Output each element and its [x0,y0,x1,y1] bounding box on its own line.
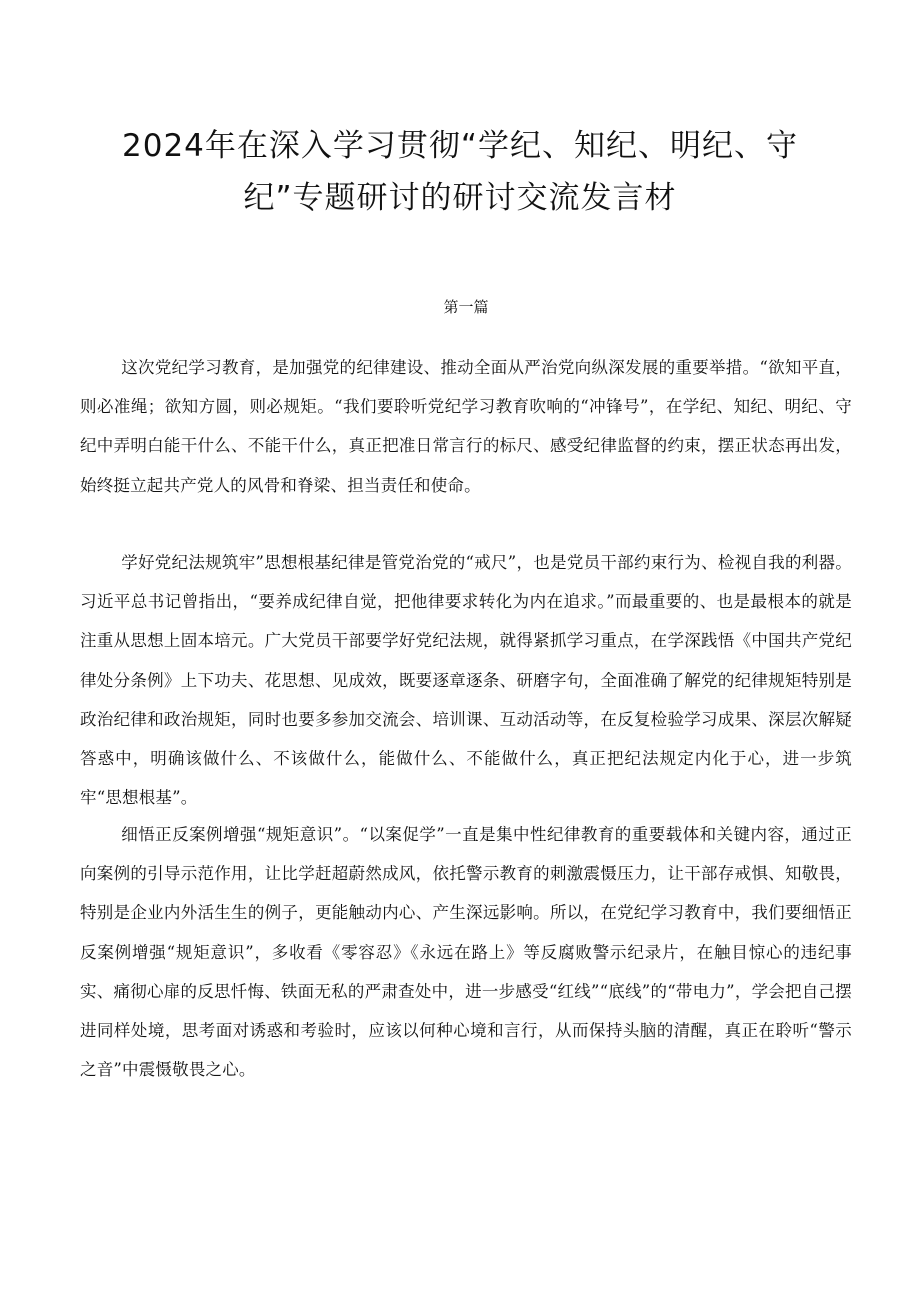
paragraph-3: 细悟正反案例增强“规矩意识”。“以案促学”一直是集中性纪律教育的重要载体和关键内容，通过正向案例的引导示范作用，让比学赶超蔚然成风，依托警示教育的刺激震慑压力，让干部存戒惧、知敬畏，特别是企业内外活生生的例子，更能触动内心、产生深远影响。所以，在党纪学习教育中，我们要细悟正反案例增强“规矩意识”，多收看《零容忍》《永远在路上》等反腐败警示纪录片，在触目惊心的违纪事实、痛彻心扉的反思忏悔、铁面无私的严肃查处中，进一步感受“红线”“底线”的“带电力”，学会把自己摆进同样处境，思考面对诱惑和考验时，应该以何种心境和言行，从而保持头脑的清醒，真正在聆听“警示之音”中震慑敬畏之心。 [80,825,852,1080]
paragraph-1: 这次党纪学习教育，是加强党的纪律建设、推动全面从严治党向纵深发展的重要举措。“欲知平直，则必准绳；欲知方圆，则必规矩。“我们要聆听党纪学习教育吹响的“冲锋号”，在学纪、知纪、明纪、守纪中弄明白能干什么、不能干什么，真正把准日常言行的标尺、感受纪律监督的约束，摆正状态再出发，始终挺立起共产党人的风骨和脊梁、担当责任和使命。 [80,358,852,495]
section-label: 第一篇 [443,298,489,316]
document-title: 2024年在深入学习贯彻“学纪、知纪、明纪、守纪”专题研讨的研讨交流发言材 [122,128,798,216]
paragraph-2: 学好党纪法规筑牢”思想根基纪律是管党治党的“戒尺”，也是党员干部约束行为、检视自我的利器。习近平总书记曾指出，“要养成纪律自觉，把他律要求转化为内在追求。”而最重要的、也是最根本的就是注重从思想上固本培元。广大党员干部要学好党纪法规，就得紧抓学习重点，在学深践悟《中国共产党纪律处分条例》上下功夫、花思想、见成效，既要逐章逐条、研磨字句，全面准确了解党的纪律规矩特别是政治纪律和政治规矩，同时也要多参加交流会、培训课、互动活动等，在反复检验学习成果、深层次解疑答惑中，明确该做什么、不该做什么，能做什么、不能做什么，真正把纪法规定内化于心，进一步筑牢“思想根基”。 [80,553,852,808]
